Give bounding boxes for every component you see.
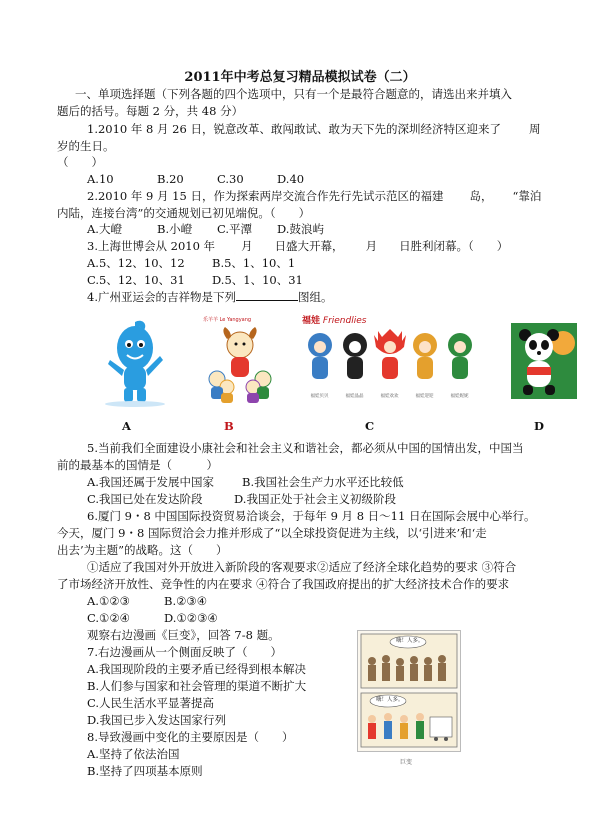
- q1-line2: 岁的生日。: [57, 139, 115, 153]
- mascot-d-panda-image: [511, 323, 577, 399]
- q6-line3: 出去’为主题”的战略。这（ ）: [57, 543, 228, 557]
- q4-line1: [87, 289, 332, 305]
- q5-options-row1: [87, 474, 404, 490]
- q1-option-d: D.40: [277, 172, 305, 186]
- fuwa-doll-nini: [448, 333, 472, 379]
- q3-option-d: D.5、1、10、31: [212, 273, 303, 287]
- q6-option-a: A.①②③: [87, 594, 130, 608]
- q2-tail: “靠泊: [512, 189, 542, 203]
- q1-options: [87, 171, 304, 187]
- q6-options-row1: [87, 593, 207, 609]
- q2-option-d: D.鼓浪屿: [277, 222, 324, 236]
- cartoon-drawing: [358, 631, 460, 751]
- q1-line1: [87, 121, 540, 137]
- q2-options: [87, 221, 324, 237]
- q4-blank: [236, 289, 298, 301]
- q7-line1: 7.右边漫画从一个侧面反映了（ ）: [87, 645, 282, 659]
- q3-day2: 日胜利闭幕。（ ）: [399, 239, 509, 253]
- q8-line1: 8.导致漫画中变化的主要原因是（ ）: [87, 730, 294, 744]
- q3-text: 3.上海世博会从 2010 年: [87, 239, 216, 253]
- q3-line1: [87, 238, 508, 254]
- q7-option-c: C.人民生活水平显著提高: [87, 696, 215, 710]
- observe-instruction: 观察右边漫画《巨变》，回答 7-8 题。: [87, 628, 280, 642]
- mascot-c-logo-en: Friendlies: [322, 316, 367, 326]
- q6-option-b: B.②③④: [164, 594, 208, 608]
- q1-text: 1.2010 年 8 月 26 日，锐意改革、敢闯敢试、敢为天下先的深圳经济特区迎来了: [87, 122, 501, 136]
- q7-option-b: B.人们参与国家和社会管理的渠道不断扩大: [87, 679, 307, 693]
- q5-option-a: A.我国还属于发展中国家: [87, 475, 214, 489]
- mascot-b-image: [203, 316, 277, 408]
- fuwa-name-jingjing: 福娃晶晶: [345, 394, 364, 399]
- q3-options-row2: [87, 272, 303, 288]
- fuwa-doll-beibei: [308, 333, 332, 379]
- section1-heading-line2: 题后的括号。每题 2 分，共 48 分）: [57, 104, 244, 118]
- q6-options-row2: [87, 610, 218, 626]
- section1-heading-line1: 一、单项选择题（下列各题的四个选项中，只有一个是最符合题意的，请选出来并填入: [75, 87, 512, 101]
- fuwa-name-beibei: 福娃贝贝: [310, 394, 329, 399]
- q2-line2: 内陆，连接台湾”的交通规划已初见端倪。（ ）: [57, 206, 311, 220]
- q1-option-c: C.30: [217, 172, 244, 186]
- mascot-b-logo-text: 乐羊羊 Le Yangyang: [203, 317, 252, 323]
- q3-options-row1: [87, 255, 295, 271]
- page-title: 2011年中考总复习精品模拟试卷（二）: [184, 70, 416, 85]
- fuwa-name-nini: 福娃妮妮: [450, 394, 469, 399]
- image-label-c: C: [365, 419, 375, 433]
- mascot-c-logo: [302, 316, 482, 327]
- q2-line1: [87, 188, 541, 204]
- cartoon-bubble-bottom: 嗨！人多。: [376, 697, 404, 703]
- q6-option-c: C.①②④: [87, 611, 130, 625]
- q7-option-d: D.我国已步入发达国家行列: [87, 713, 226, 727]
- fuwa-name-huanhuan: 福娃欢欢: [380, 394, 399, 399]
- q6-option-d: D.①②③④: [164, 611, 218, 625]
- q2-option-a: A.大嶝: [87, 222, 122, 236]
- q8-option-a: A.坚持了依法治国: [87, 747, 180, 761]
- q2-option-b: B.小嶝: [157, 222, 193, 236]
- q3-option-a: A.5、12、10、12: [87, 256, 185, 270]
- fuwa-doll-jingjing: [343, 333, 367, 379]
- q1-option-a: A.10: [87, 172, 114, 186]
- cartoon-jubian-image: [357, 630, 461, 752]
- q2-mid: 岛，: [469, 189, 493, 203]
- fuwa-dolls-drawing: [302, 327, 482, 393]
- fuwa-doll-yingying: [413, 333, 437, 379]
- q3-option-c: C.5、12、10、31: [87, 273, 185, 287]
- q7-option-a: A.我国现阶段的主要矛盾已经得到根本解决: [87, 662, 306, 676]
- q5-option-c: C.我国已处在发达阶段: [87, 492, 203, 506]
- fuwa-name-yingying: 福娃迎迎: [415, 394, 434, 399]
- image-label-a: A: [122, 419, 131, 433]
- q1-option-b: B.20: [157, 172, 184, 186]
- fuwa-doll-huanhuan: [374, 329, 406, 379]
- q6-line2: 今天，厦门 9・8 国际贸洽会力推并形成了“以全球投资促进为主线，以‘引进来’和‘走: [57, 526, 487, 540]
- q5-option-b: B.我国社会生产力水平还比较低: [242, 475, 404, 489]
- q5-option-d: D.我国正处于社会主义初级阶段: [234, 492, 396, 506]
- q3-month2: 月: [365, 239, 378, 253]
- mascot-a-haibao-image: [100, 318, 170, 408]
- q6-line5: 了市场经济开放性、竞争性的内在要求 ④符合了我国政府提出的扩大经济技术合作的要求: [57, 577, 510, 591]
- q5-line2: 前的最基本的国情是（ ）: [57, 458, 218, 472]
- image-label-d: D: [534, 419, 544, 433]
- q8-option-b: B.坚持了四项基本原则: [87, 764, 203, 778]
- q4-tail: 图组。: [297, 290, 333, 304]
- q4-text: 4.广州亚运会的吉祥物是下列: [87, 290, 236, 304]
- q5-options-row2: [87, 491, 396, 507]
- mascot-b-drawing: [203, 323, 277, 405]
- q3-day1: 日盛大开幕，: [274, 239, 344, 253]
- q5-line1: 5.当前我们全面建设小康社会和社会主义和谐社会，都必须从中国的国情出发，中国当: [87, 441, 524, 455]
- q1-tail: 周: [528, 122, 541, 136]
- image-label-b: B: [224, 419, 234, 433]
- mascot-c-logo-cn: 福娃: [302, 316, 321, 326]
- q2-option-c: C.平潭: [217, 222, 253, 236]
- q1-paren: （ ）: [57, 155, 103, 169]
- q3-month1: 月: [241, 239, 253, 253]
- mascot-c-fuwa-image: [302, 316, 482, 408]
- q3-option-b: B.5、1、10、1: [212, 256, 296, 270]
- cartoon-bubble-top: 嗨！人多。: [396, 638, 424, 644]
- q6-line1: 6.厦门 9・8 中国国际投资贸易洽谈会，于每年 9 月 8 日～11 日在国际会展中心举行。: [87, 509, 536, 523]
- cartoon-caption: 巨变: [400, 759, 413, 766]
- q6-line4: ①适应了我国对外开放进入新阶段的客观要求②适应了经济全球化趋势的要求 ③符合: [87, 560, 517, 574]
- q2-text: 2.2010 年 9 月 15 日，作为探索两岸交流合作先行先试示范区的福建: [87, 189, 444, 203]
- fuwa-doll-names: [302, 393, 482, 399]
